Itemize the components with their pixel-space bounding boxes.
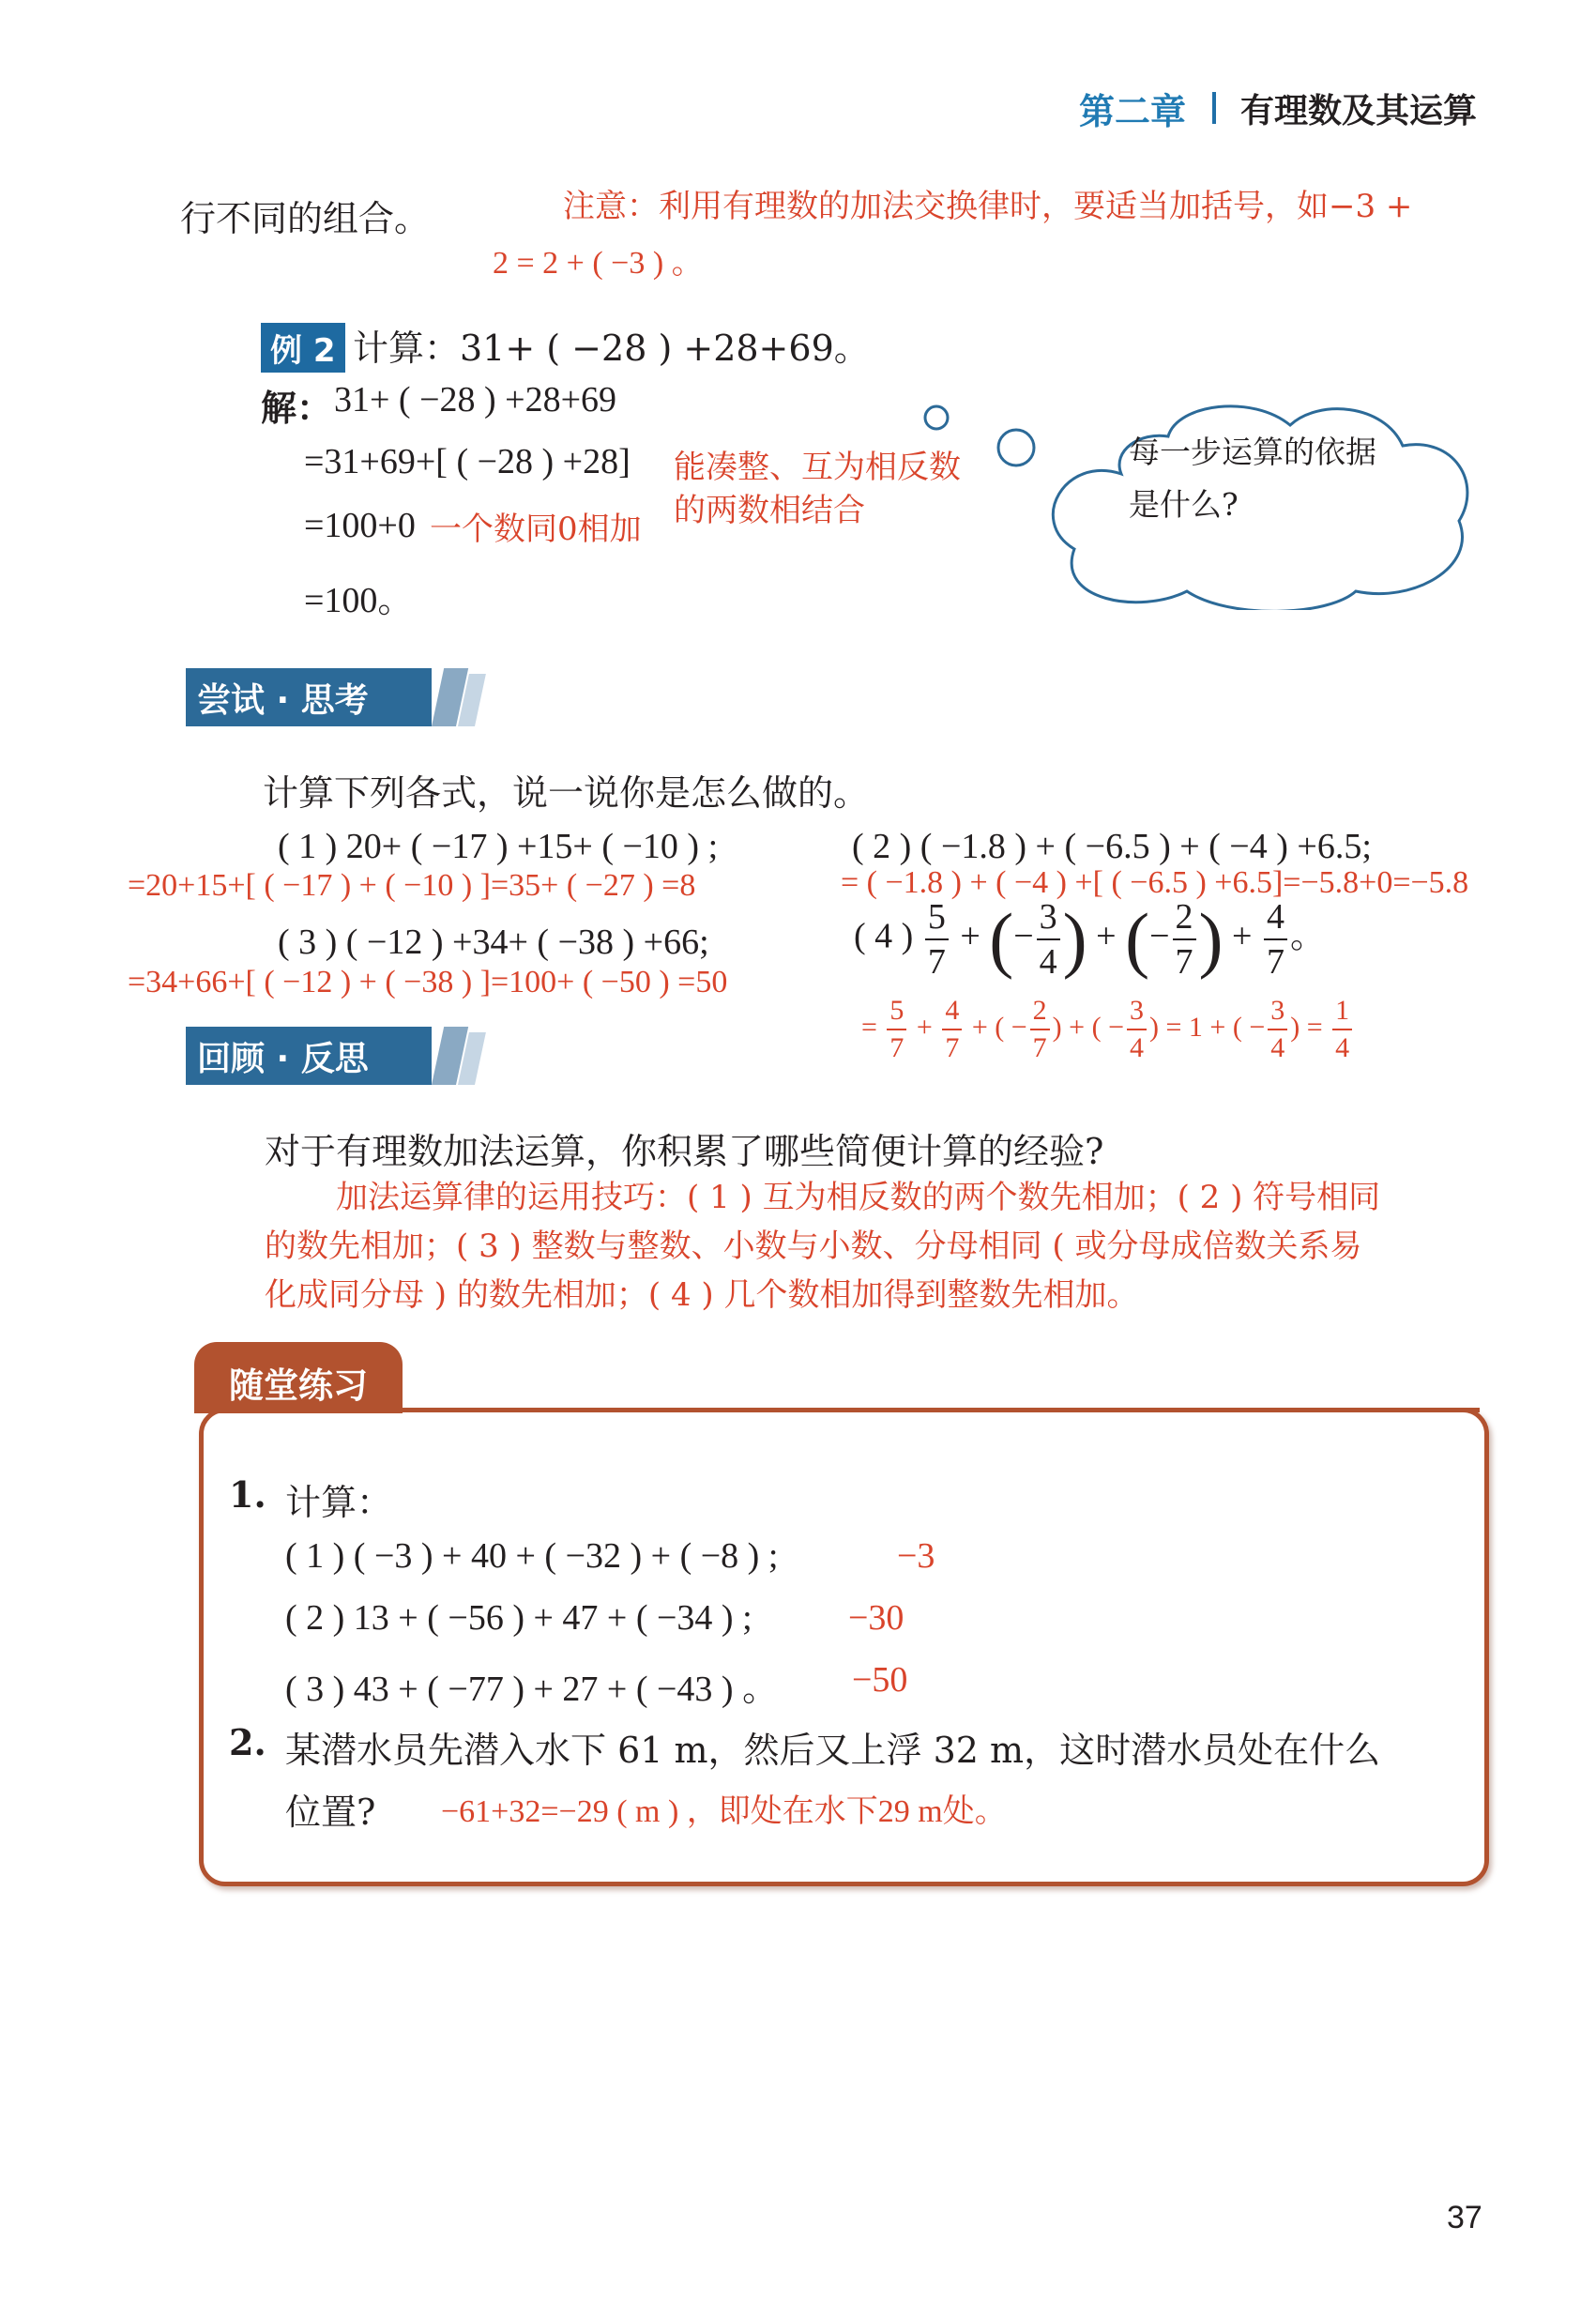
q2-number: 2. — [229, 1721, 266, 1763]
q1-number: 1. — [229, 1473, 266, 1516]
review-banner — [186, 1027, 486, 1085]
header-divider — [1212, 92, 1216, 124]
q2-line-1: 某潜水员先潜入水下 61 m，然后又上浮 32 m，这时潜水员处在什么 — [285, 1730, 1381, 1771]
solution-step-1: 31+ ( −28 ) +28+69 — [334, 380, 617, 419]
note-line-2: 2 = 2 + ( −3 ) 。 — [493, 246, 704, 281]
annotation-step-2-line-1: 能凑整、互为相反数 — [674, 449, 961, 486]
problem-2-answer: = ( −1.8 ) + ( −4 ) +[ ( −6.5 ) +6.5]=−5.8+0=−5.8 — [841, 865, 1469, 900]
problem-4-fraction-1: $\frac{5}{7}$ — [925, 899, 949, 980]
q1-text: 计算： — [285, 1482, 393, 1523]
solution-label: 解： — [261, 387, 333, 429]
chapter-label: 第二章 — [1079, 91, 1187, 132]
thought-line-1: 每一步运算的依据 — [1129, 434, 1376, 470]
problem-4-answer: = $\frac{5}{7}$ + $\frac{4}{7}$ + ( − $\frac{2}{7}$ ) + ( − $\frac{3}{4}$ ) = 1 + ( − $\frac{3}{4}$ ) = $\frac{1}{4}$ — [861, 997, 1355, 1062]
note-line-1: 注意：利用有理数的加法交换律时，要适当加括号，如−3 + — [563, 188, 1413, 225]
review-title: 回顾 · 反思 — [197, 1040, 369, 1078]
q1-item-1: ( 1 ) ( −3 ) + 40 + ( −32 ) + ( −8 ) ; — [285, 1536, 779, 1576]
try-think-banner — [186, 668, 486, 726]
review-answer-line-1: 加法运算律的运用技巧：( 1 ) 互为相反数的两个数先相加；( 2 ) 符号相同 — [336, 1179, 1381, 1216]
problem-4-fraction-3: $\frac{2}{7}$ — [1173, 899, 1196, 980]
problem-4: ( 4 ) $\frac{5}{7}$ + (− $\frac{3}{4}$ ) + (− $\frac{2}{7}$ ) + $\frac{4}{7}$ 。 — [854, 897, 1326, 982]
solution-step-2: =31+69+[ ( −28 ) +28] — [304, 442, 631, 481]
problem-4-fraction-4: $\frac{4}{7}$ — [1264, 899, 1287, 980]
example-problem: 计算：31+ ( −28 ) +28+69。 — [353, 328, 870, 369]
q1-item-1-answer: −3 — [897, 1536, 935, 1576]
problem-1: ( 1 ) 20+ ( −17 ) +15+ ( −10 ) ; — [278, 827, 719, 866]
try-think-title: 尝试 · 思考 — [197, 681, 369, 720]
try-think-intro: 计算下列各式，说一说你是怎么做的。 — [263, 772, 870, 814]
problem-1-answer: =20+15+[ ( −17 ) + ( −10 ) ]=35+ ( −27 ) =8 — [128, 868, 696, 903]
annotation-step-2-line-2: 的两数相结合 — [674, 492, 865, 529]
thought-line-2: 是什么? — [1129, 486, 1239, 523]
solution-step-3: =100+0 — [304, 506, 416, 545]
problem-2: ( 2 ) ( −1.8 ) + ( −6.5 ) + ( −4 ) +6.5; — [852, 827, 1372, 866]
problem-4-fraction-2: $\frac{3}{4}$ — [1037, 899, 1060, 980]
review-answer-line-3: 化成同分母 ) 的数先相加；( 4 ) 几个数相加得到整数先相加。 — [265, 1276, 1139, 1314]
example-tag: 例 2 — [261, 323, 345, 373]
chapter-title: 有理数及其运算 — [1240, 92, 1478, 130]
q1-item-2: ( 2 ) 13 + ( −56 ) + 47 + ( −34 ) ; — [285, 1598, 752, 1638]
solution-step-4: =100。 — [304, 581, 414, 620]
review-question: 对于有理数加法运算，你积累了哪些简便计算的经验? — [265, 1131, 1104, 1172]
q1-item-3-answer: −50 — [852, 1660, 908, 1700]
q1-item-2-answer: −30 — [848, 1598, 904, 1638]
problem-3: ( 3 ) ( −12 ) +34+ ( −38 ) +66; — [278, 923, 709, 962]
review-answer-line-2: 的数先相加；( 3 ) 整数与整数、小数与小数、分母相同 ( 或分母成倍数关系易 — [265, 1228, 1362, 1265]
q1-item-3: ( 3 ) 43 + ( −77 ) + 27 + ( −43 ) 。 — [285, 1670, 779, 1709]
q2-line-2: 位置? — [285, 1792, 376, 1833]
problem-3-answer: =34+66+[ ( −12 ) + ( −38 ) ]=100+ ( −50 ) =50 — [128, 965, 728, 999]
q2-answer: −61+32=−29 ( m ) ，即处在水下29 m处。 — [441, 1794, 1007, 1829]
page-number: 37 — [1447, 2200, 1482, 2235]
intro-line: 行不同的组合。 — [180, 198, 431, 239]
practice-tab-title: 随堂练习 — [229, 1365, 368, 1406]
problem-4-label: ( 4 ) — [854, 916, 914, 956]
annotation-step-3: 一个数同0相加 — [430, 511, 642, 548]
